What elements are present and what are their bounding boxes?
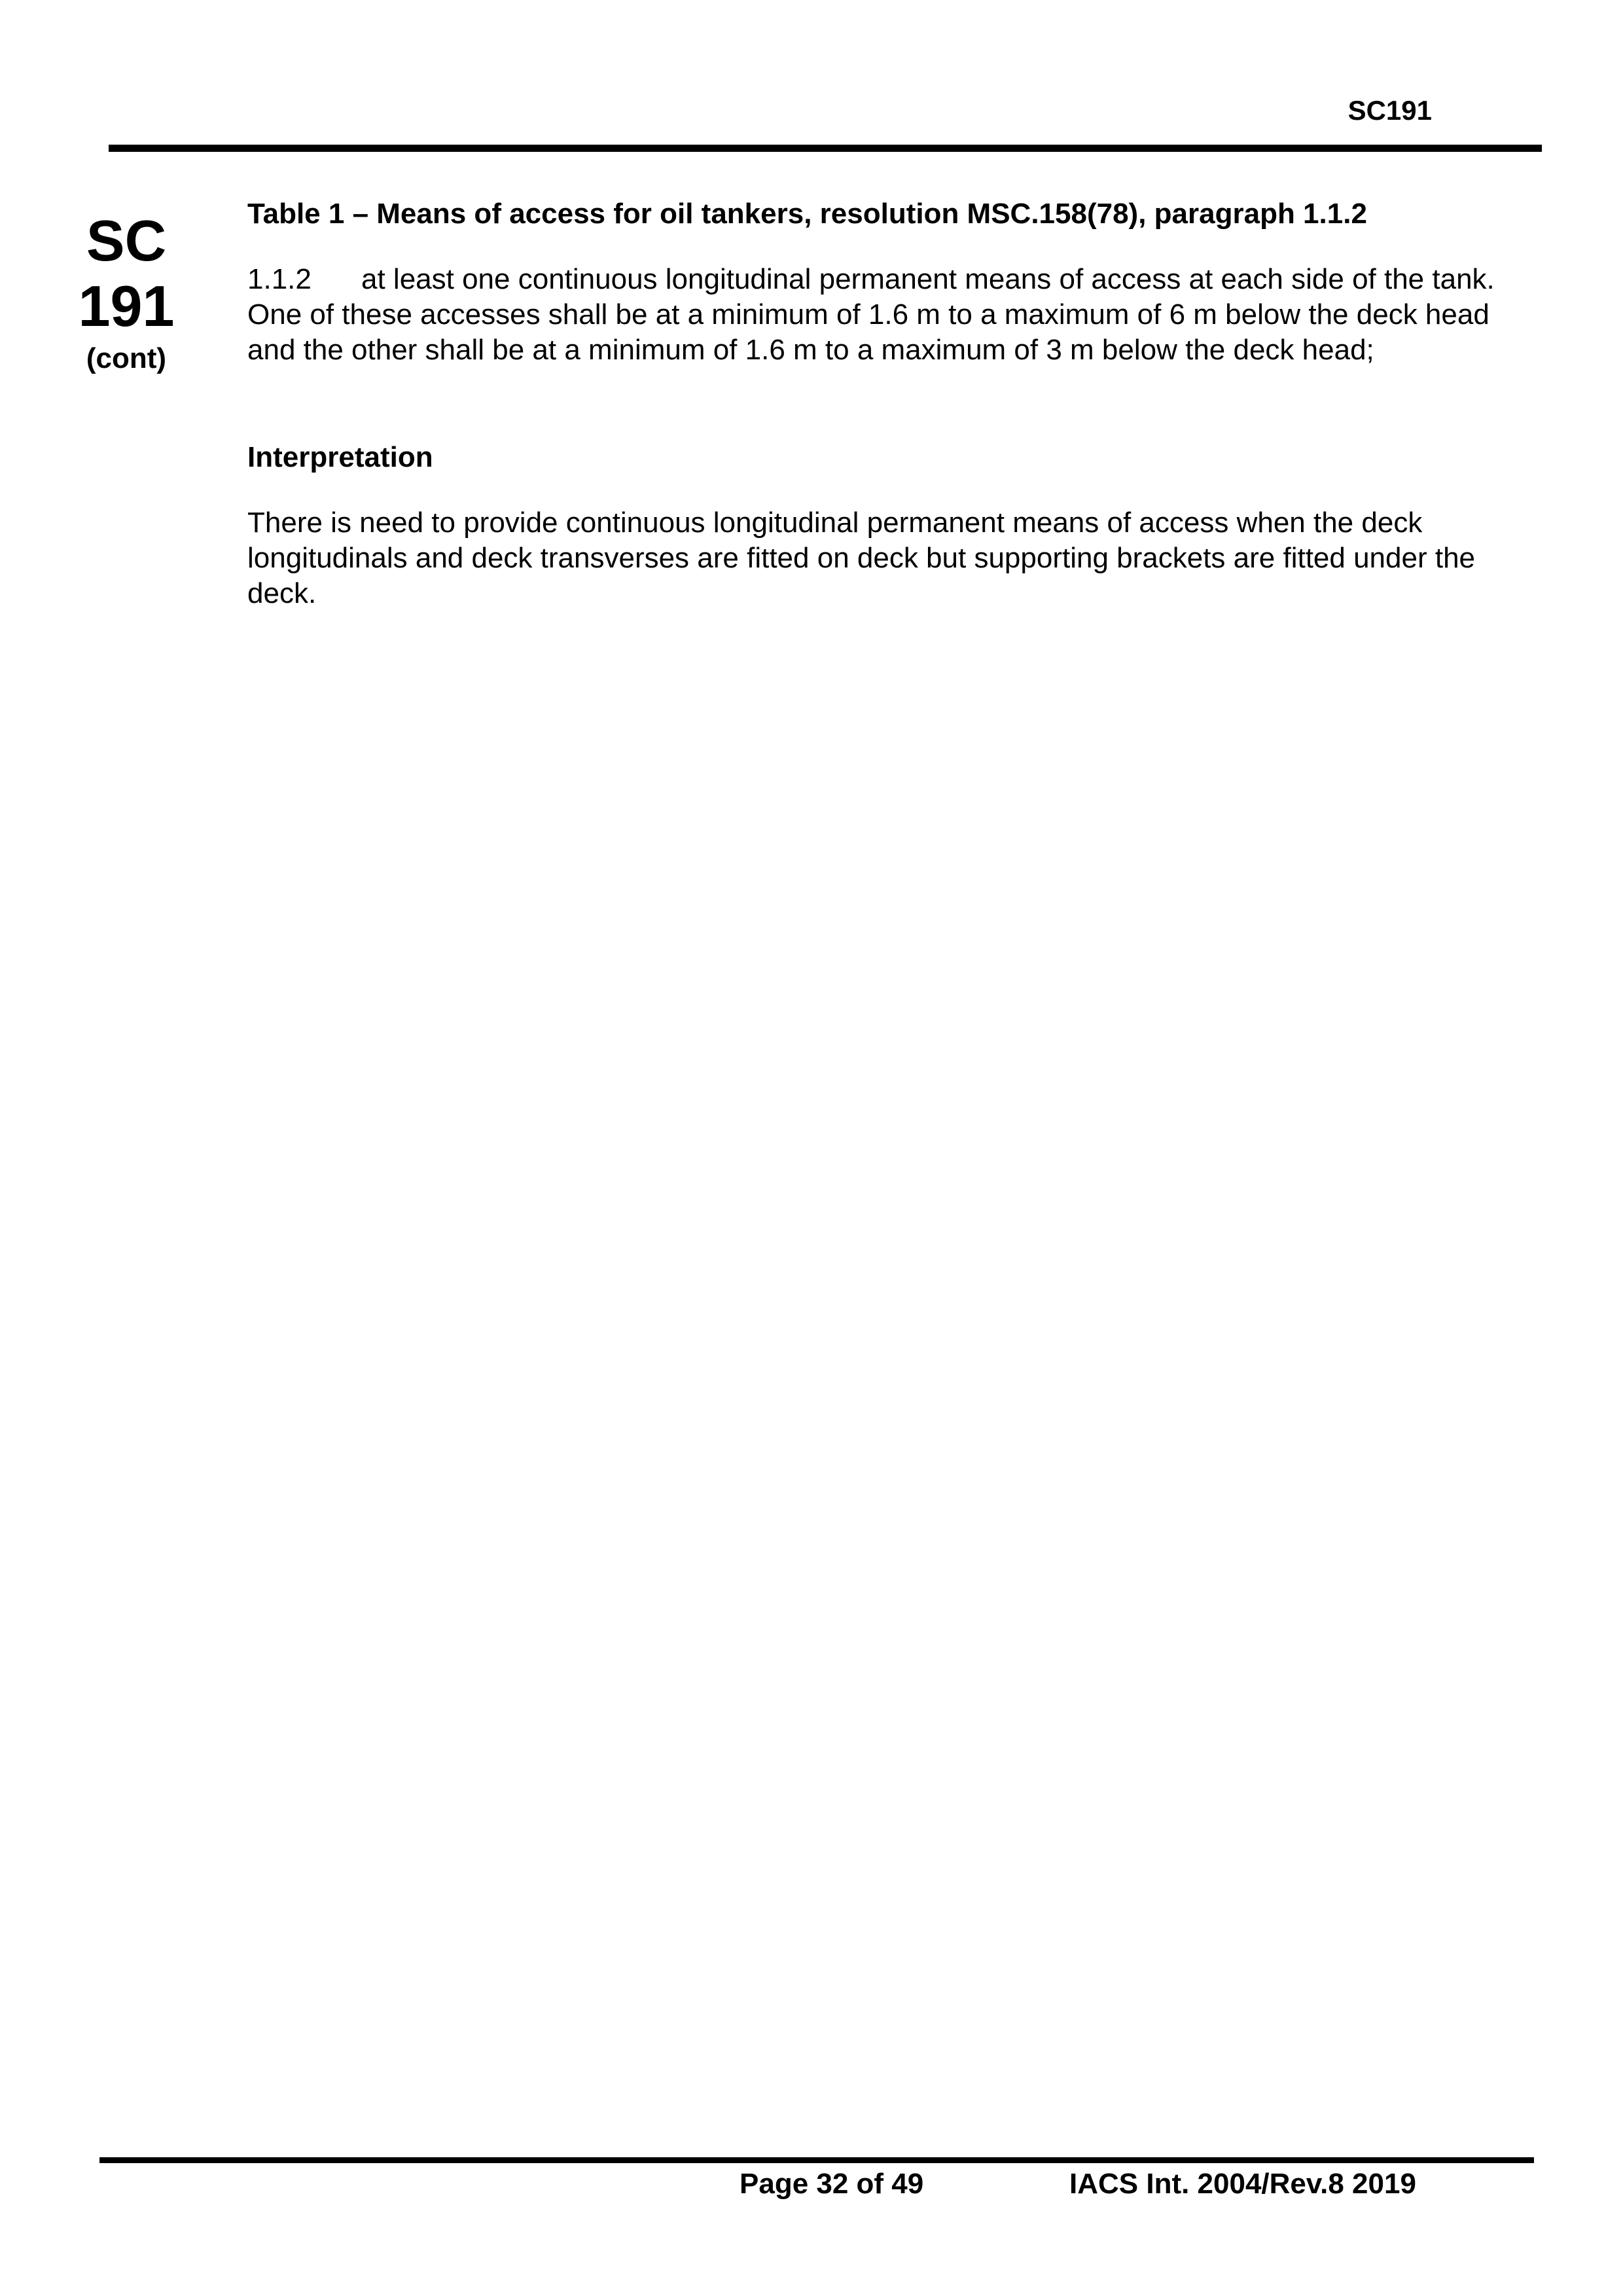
- interpretation-text: There is need to provide continuous longitudinal permanent means of access when the deck longitudinals and deck transverses are fitted on deck but supporting brackets are fitted under the deck.: [247, 507, 1476, 609]
- header-document-code: SC191: [1347, 95, 1432, 126]
- paragraph-1-1-2: [247, 262, 1524, 368]
- side-label-sc: SC: [86, 208, 167, 273]
- paragraph-number: 1.1.2: [247, 263, 312, 295]
- interpretation-heading: Interpretation: [247, 441, 433, 473]
- footer-divider: [99, 2157, 1534, 2163]
- paragraph-text: at least one continuous longitudinal permanent means of access at each side of the tank. One of these accesses shall be at a minimum of 1.6 m to a maximum of 6 m below the deck head and the other shall be at a minimum of 1.6 m to a maximum of 3 m below the deck head;: [247, 263, 1495, 366]
- side-margin-label: [77, 208, 175, 378]
- footer-page-number: Page 32 of 49: [740, 2168, 924, 2200]
- side-label-cont: (cont): [86, 342, 167, 374]
- header-divider: [109, 145, 1542, 152]
- table-title: Table 1 – Means of access for oil tankers, resolution MSC.158(78), paragraph 1.1.2: [247, 198, 1367, 230]
- main-content: [247, 196, 1524, 611]
- side-label-number: 191: [78, 274, 175, 338]
- footer-reference: IACS Int. 2004/Rev.8 2019: [1069, 2168, 1416, 2200]
